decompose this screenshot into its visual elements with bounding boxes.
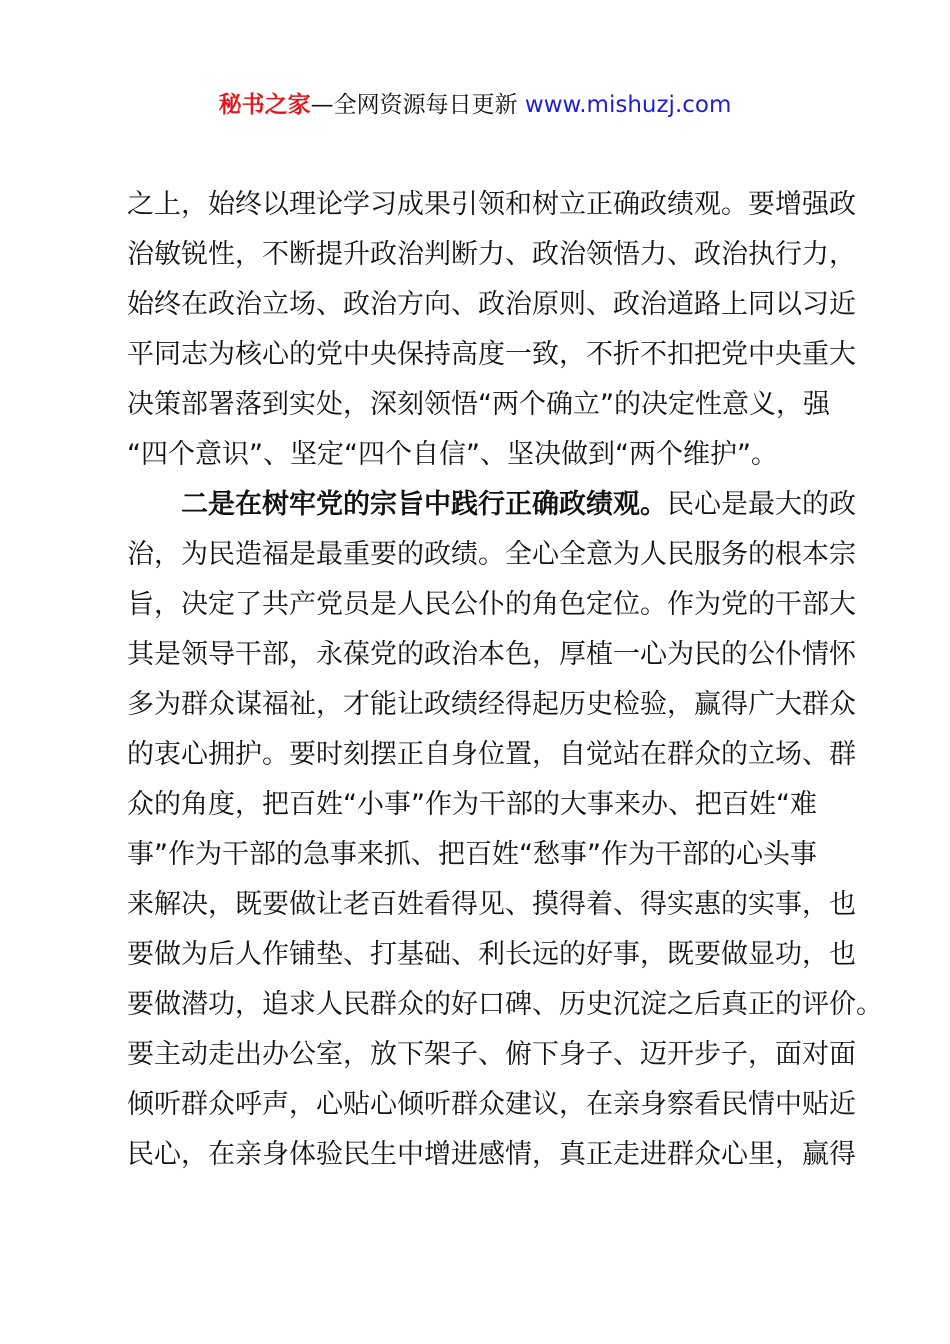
text-line: 治敏锐性，不断提升政治判断力、政治领悟力、政治执行力， (127, 239, 856, 270)
text-line: 要做潜功，追求人民群众的好口碑、历史沉淀之后真正的评价。 (127, 989, 883, 1020)
text-line: 倾听群众呼声，心贴心倾听群众建议，在亲身察看民情中贴近 (127, 1089, 856, 1120)
paragraph-2-first-line (127, 480, 857, 530)
text-line: 旨，决定了共产党员是人民公仆的角色定位。作为党的干部大 (127, 589, 856, 620)
text-line: “四个意识”、坚定“四个自信”、坚决做到“两个维护”。 (127, 439, 778, 470)
text-line: 事”作为干部的急事来抓、把百姓“愁事”作为干部的心头事 (127, 839, 817, 870)
header-url[interactable]: www.mishuzj.com (524, 92, 732, 118)
brand-name: 秘书之家 (218, 92, 311, 118)
text-line: 平同志为核心的党中央保持高度一致，不折不扣把党中央重大 (127, 339, 856, 370)
page-header (0, 88, 950, 122)
header-slogan: —全网资源每日更新 (310, 92, 525, 118)
text-line: 始终在政治立场、政治方向、政治原则、政治道路上同以习近 (127, 289, 856, 320)
text-line: 民心，在亲身体验民生中增进感情，真正走进群众心里，赢得 (127, 1139, 856, 1170)
paragraph-heading: 二是在树牢党的宗旨中践行正确政绩观。 (181, 489, 667, 520)
text-line: 的衷心拥护。要时刻摆正自身位置，自觉站在群众的立场、群 (127, 739, 856, 770)
text-line: 之上，始终以理论学习成果引领和树立正确政绩观。要增强政 (127, 189, 856, 220)
text-line: 来解决，既要做让老百姓看得见、摸得着、得实惠的实事，也 (127, 889, 856, 920)
text-line: 多为群众谋福祉，才能让政绩经得起历史检验，赢得广大群众 (127, 689, 856, 720)
text-line: 决策部署落到实处，深刻领悟“两个确立”的决定性意义，强 (127, 389, 830, 420)
text-line: 其是领导干部，永葆党的政治本色，厚植一心为民的公仆情怀 (127, 639, 856, 670)
text-line: 治，为民造福是最重要的政绩。全心全意为人民服务的根本宗 (127, 539, 856, 570)
paragraph-2-first-text: 民心是最大的政 (667, 489, 856, 520)
text-line: 要主动走出办公室，放下架子、俯下身子、迈开步子，面对面 (127, 1039, 856, 1070)
text-line: 要做为后人作铺垫、打基础、利长远的好事，既要做显功，也 (127, 939, 856, 970)
document-body (127, 180, 883, 1180)
text-line: 众的角度，把百姓“小事”作为干部的大事来办、把百姓“难 (127, 789, 817, 820)
